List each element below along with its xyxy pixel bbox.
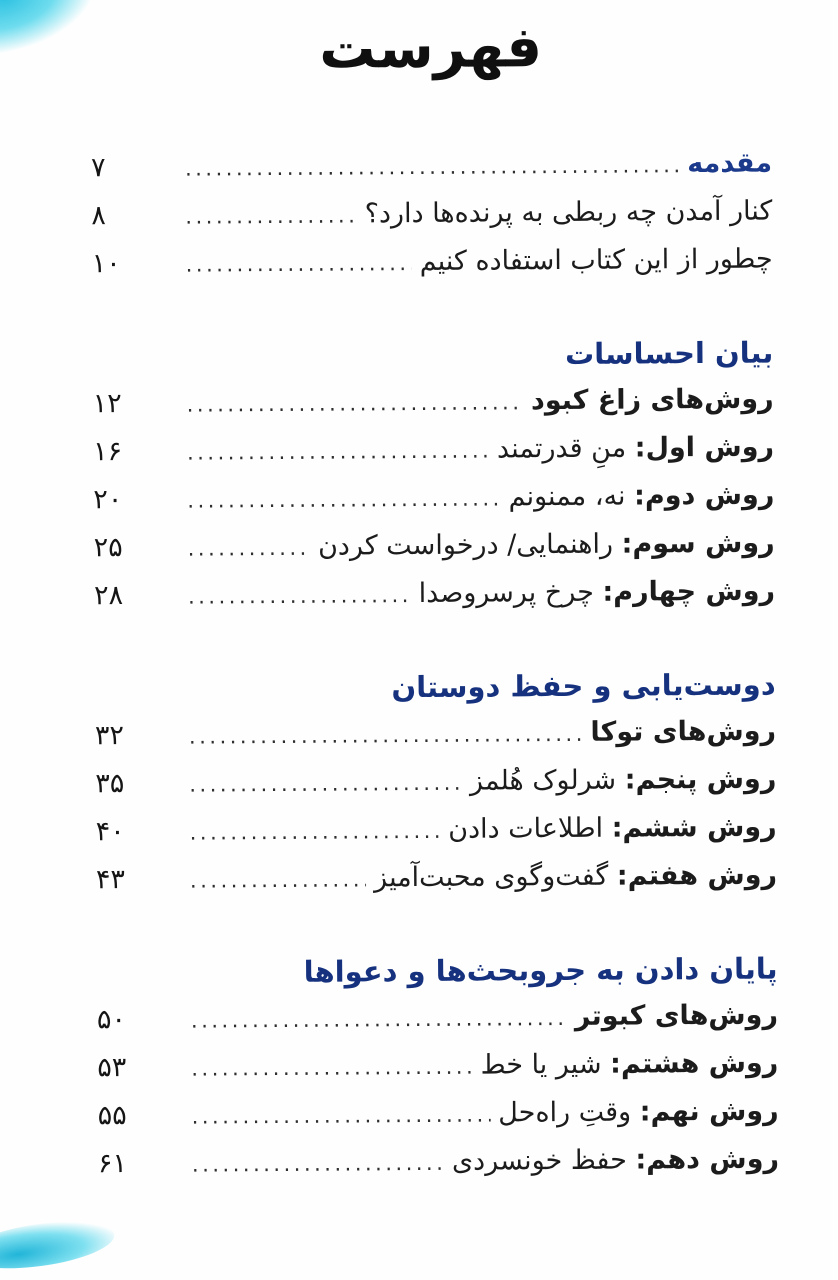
page-number: ۲۸ (94, 580, 125, 612)
scan-edge-artifact-bottom-left (0, 1214, 118, 1276)
page-number: ۴۳ (96, 864, 127, 896)
dots-leader (186, 191, 358, 240)
toc-entry (92, 188, 773, 241)
entry-title-prefix: روش هشتم: (611, 1047, 780, 1080)
dots-leader (186, 141, 680, 192)
entry-title (481, 1039, 779, 1089)
page-number: ۵۵ (98, 1100, 128, 1132)
entry-title (499, 1087, 780, 1137)
entry-title: روش‌های زاغ کبود (531, 383, 775, 417)
toc-entry (92, 140, 773, 193)
entry-title (453, 1135, 780, 1185)
entry-title-rest: شیر یا خط (481, 1048, 603, 1081)
dots-leader (190, 759, 463, 809)
entry-title-prefix: روش دوم: (635, 479, 776, 512)
page-number: ۷ (91, 152, 107, 184)
entry-title (509, 472, 775, 522)
entry-title-rest: گفت‌وگوی محبت‌آمیز (375, 860, 610, 894)
toc-entry (98, 991, 779, 1044)
entry-title: کنار آمدن چه ربطی به پرنده‌ها دارد؟ (365, 195, 774, 230)
page-number: ۱۶ (93, 436, 124, 468)
dots-leader (189, 524, 312, 573)
entry-title-rest: حفظ خونسردی (452, 1144, 628, 1177)
toc-entry (94, 424, 775, 477)
entry-title: مقدمه (688, 147, 774, 180)
section-heading: دوست‌یابی و حفظ دوستان (392, 667, 777, 705)
page-number: ۲۰ (94, 484, 124, 516)
section-heading: بیان احساسات (565, 335, 775, 371)
entry-title-rest: چرخ پرسروصدا (419, 576, 595, 609)
toc-section-intro (92, 140, 774, 289)
toc-entry (99, 1135, 780, 1188)
toc-entry (98, 1039, 779, 1092)
dots-leader (188, 378, 525, 428)
entry-title-prefix: روش ششم: (612, 811, 778, 844)
toc-entry (98, 1087, 779, 1140)
entry-title-rest: راهنمایی/ درخواست کردن (318, 528, 615, 562)
entry-title-prefix: روش هفتم: (617, 859, 779, 892)
page-title: فهرست (320, 15, 544, 82)
page-number: ۴۰ (96, 816, 126, 848)
toc-entry (95, 568, 776, 621)
page-number: ۸ (92, 200, 107, 232)
toc-entry (97, 852, 778, 905)
page-number: ۱۲ (93, 388, 123, 420)
dots-leader (188, 427, 490, 477)
entry-title (449, 804, 778, 854)
entry-title-rest: شرلوک هُلمز (470, 764, 618, 797)
entry-title-rest: نه، ممنونم (509, 480, 627, 513)
section-heading: پایان دادن به جروبحث‌ها و دعواها (304, 951, 779, 989)
dots-leader (192, 1091, 491, 1141)
entry-title-prefix: روش سوم: (622, 527, 776, 560)
entry-title (420, 568, 777, 618)
dots-leader (191, 855, 367, 904)
dots-leader (188, 474, 502, 524)
toc-section-making-friends (96, 662, 779, 905)
dots-leader (190, 710, 584, 761)
entry-title: روش‌های کبوتر (575, 999, 780, 1032)
entry-title-prefix: روش اول: (635, 431, 776, 464)
entry-title-rest: وقتِ راه‌حل (499, 1096, 633, 1129)
entry-title-prefix: روش پنجم: (625, 763, 778, 796)
page-number: ۳۵ (96, 768, 126, 800)
entry-title (498, 424, 775, 474)
page-number: ۱۰ (92, 248, 122, 280)
toc-section-expressing-feelings (93, 330, 776, 621)
entry-title (375, 852, 778, 903)
dots-leader (187, 239, 413, 289)
toc-entry (94, 472, 775, 525)
toc-entry (96, 756, 777, 809)
page-number: ۶۱ (98, 1148, 129, 1180)
entry-title-prefix: روش دهم: (636, 1143, 781, 1176)
page-number: ۲۵ (94, 532, 124, 564)
toc-entry (95, 520, 776, 573)
toc-entry (94, 376, 775, 429)
dots-leader (192, 1043, 474, 1093)
page-number: ۵۳ (98, 1052, 128, 1084)
dots-leader (190, 807, 441, 857)
entry-title: چطور از این کتاب استفاده کنیم (420, 243, 774, 277)
page-number: ۵۰ (97, 1004, 128, 1036)
dots-leader (192, 994, 568, 1045)
dots-leader (189, 571, 412, 621)
toc-entry (96, 708, 777, 761)
page-number: ۳۲ (95, 720, 126, 752)
entry-title: روش‌های توکا (591, 715, 778, 748)
toc-section-ending-arguments (97, 945, 780, 1188)
entry-title (319, 520, 776, 571)
entry-title-rest: اطلاعات دادن (449, 812, 605, 845)
toc-entry (96, 804, 777, 857)
entry-title-prefix: روش چهارم: (603, 575, 777, 608)
entry-title-rest: منِ قدرتمند (497, 432, 628, 465)
entry-title-prefix: روش نهم: (640, 1095, 780, 1128)
dots-leader (193, 1139, 445, 1189)
toc-entry (93, 236, 774, 289)
entry-title (471, 756, 778, 806)
